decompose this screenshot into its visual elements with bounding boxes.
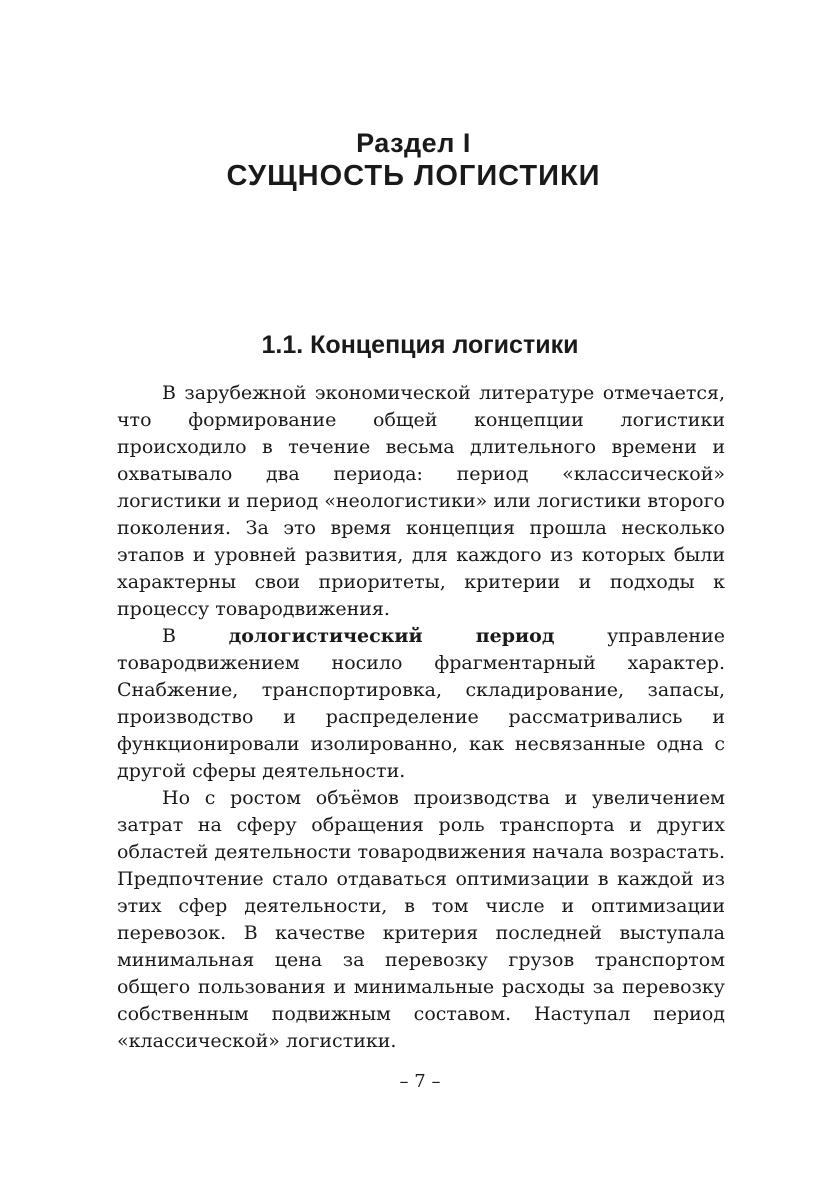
- section-title: СУЩНОСТЬ ЛОГИСТИКИ: [226, 160, 601, 192]
- paragraph-2-rest: управление товародвижением носило фрагментарный характер. Снабжение, транспортировка, складирование, запасы, производство и распределение рассматривались и функционировали изолированно, как несвязанные одна с другой сферы деятельности.: [117, 625, 725, 782]
- section-label: Раздел I: [356, 128, 471, 158]
- subsection-title: 1.1. Концепция логистики: [261, 331, 579, 359]
- paragraph-2-lead: В: [162, 625, 229, 647]
- page-number: – 7 –: [399, 1071, 441, 1092]
- paragraph-2-term: дологистический период: [228, 625, 555, 647]
- paragraph-3: Но с ростом объёмов производства и увеличением затрат на сферу обращения роль транспорта и других областей деятельности товародвижения начала возрастать. Предпочтение стало отдаваться оптимизации в каждой из этих сфер деятельности, в том числе и оптимизации перевозок. В качестве критерия последней выступала минимальная цена за перевозку грузов транспортом общего пользования и минимальные расходы за перевозку собственным подвижным составом. Наступал период «классической» логистики.: [117, 787, 725, 1052]
- paragraph-1: В зарубежной экономической литературе отмечается, что формирование общей концепции логистики происходило в течение весьма длительного времени и охватывало два периода: период «классической» логистики и период «неологистики» или логистики второго поколения. За это время концепция прошла несколько этапов и уровней развития, для каждого из которых были характерны свои приоритеты, критерии и подходы к процессу товародвижения.: [117, 382, 725, 620]
- body-text: [117, 380, 725, 1055]
- paragraph-2: [117, 623, 725, 785]
